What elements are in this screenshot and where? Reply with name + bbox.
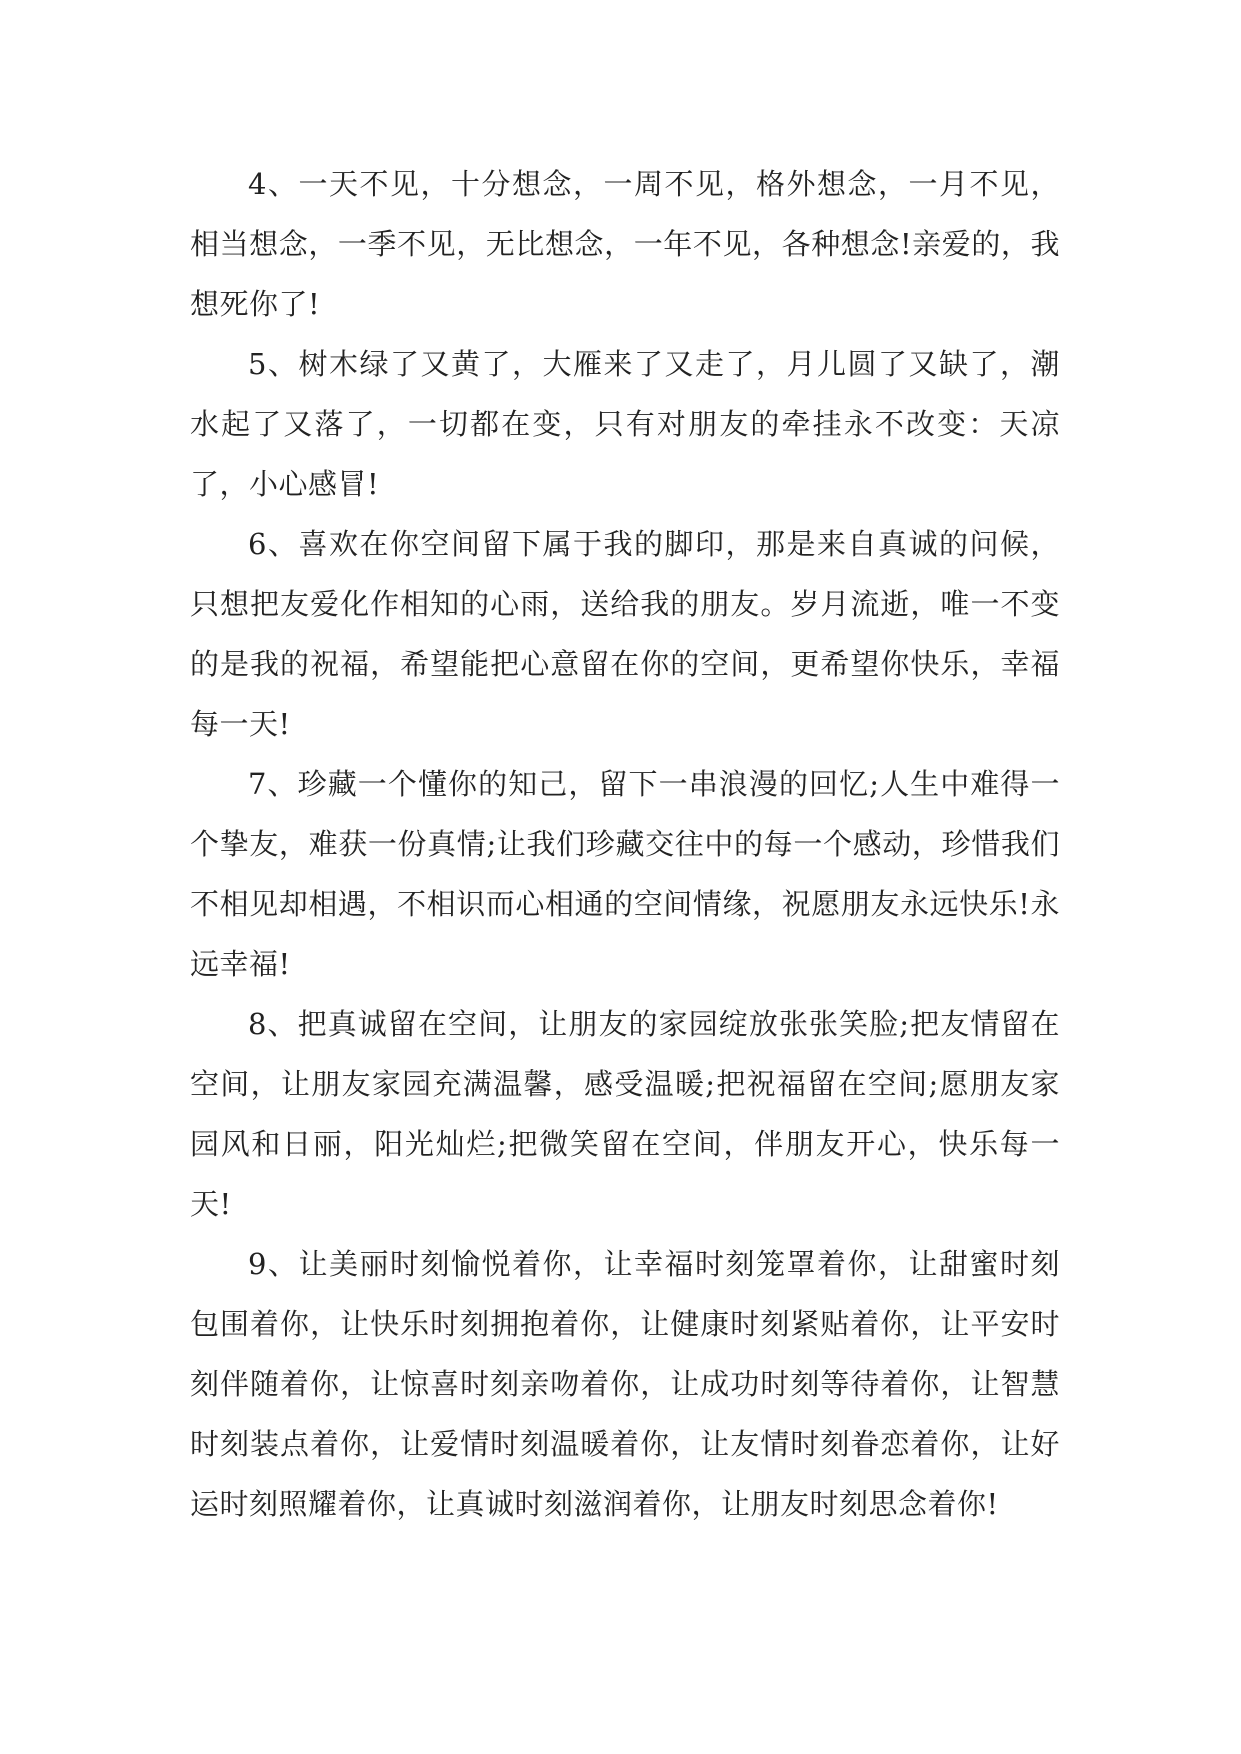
paragraph-4: 4、一天不见，十分想念，一周不见，格外想念，一月不见，相当想念，一季不见，无比想念，一年不见，各种想念!亲爱的，我想死你了! — [190, 167, 1060, 321]
paragraph-9: 9、让美丽时刻愉悦着你，让幸福时刻笼罩着你，让甜蜜时刻包围着你，让快乐时刻拥抱着你，让健康时刻紧贴着你，让平安时刻伴随着你，让惊喜时刻亲吻着你，让成功时刻等待着你，让智慧时刻装点着你，让爱情时刻温暖着你，让友情时刻眷恋着你，让好运时刻照耀着你，让真诚时刻滋润着你，让朋友时刻思念着你! — [190, 1247, 1060, 1521]
paragraph-8: 8、把真诚留在空间，让朋友的家园绽放张张笑脸;把友情留在空间，让朋友家园充满温馨，感受温暖;把祝福留在空间;愿朋友家园风和日丽，阳光灿烂;把微笑留在空间，伴朋友开心，快乐每一天! — [190, 1007, 1060, 1221]
paragraph-5: 5、树木绿了又黄了，大雁来了又走了，月儿圆了又缺了，潮水起了又落了，一切都在变，只有对朋友的牵挂永不改变：天凉了，小心感冒! — [190, 347, 1060, 501]
document-body — [190, 154, 1060, 1534]
paragraph-7: 7、珍藏一个懂你的知己，留下一串浪漫的回忆;人生中难得一个挚友，难获一份真情;让我们珍藏交往中的每一个感动，珍惜我们不相见却相遇，不相识而心相通的空间情缘，祝愿朋友永远快乐!永远幸福! — [190, 767, 1060, 981]
paragraph-6: 6、喜欢在你空间留下属于我的脚印，那是来自真诚的问候，只想把友爱化作相知的心雨，送给我的朋友。岁月流逝，唯一不变的是我的祝福，希望能把心意留在你的空间，更希望你快乐，幸福每一天! — [190, 527, 1060, 741]
